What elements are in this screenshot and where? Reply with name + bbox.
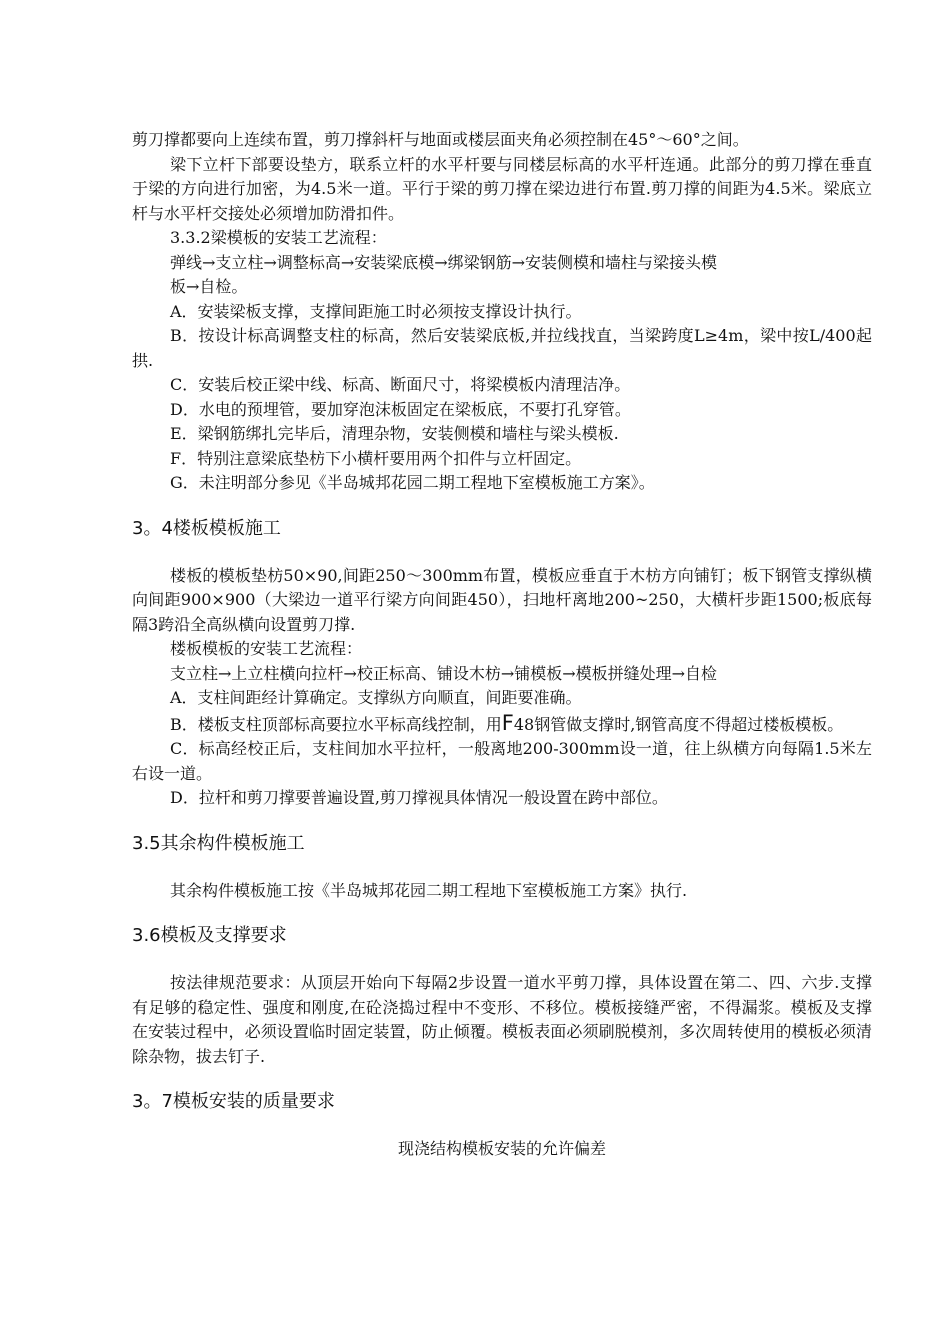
floor-slab-process-flow: 支立柱→上立柱横向拉杆→校正标高、铺设木枋→铺模板→模板拼缝处理→自检: [170, 663, 718, 683]
formwork-support-para: 按法律规范要求：从顶层开始向下每隔2步设置一道水平剪刀撑，具体设置在第二、四、六步.支撑有足够的稳定性、强度和刚度,在砼浇捣过程中不变形、不移位。模板接缝严密，不得漏浆。模板及支撑在安装过程中，必须设置临时固定装置，防止倾覆。模板表面必须刷脱模剂，多次周转使用的模板必须清除杂物，拔去钉子.: [132, 973, 872, 1066]
item-g: G．未注明部分参见《半岛城邦花园二期工程地下室模板施工方案》。: [170, 473, 655, 492]
floor-item-b-after: 48钢管做支撑时,钢管高度不得超过楼板模板。: [513, 714, 844, 734]
floor-item-b-before: B．楼板支柱顶部标高要拉水平标高线控制，用: [170, 714, 502, 734]
paragraph-scissor-brace: 剪刀撑都要向上连续布置，剪刀撑斜杆与地面或楼层面夹角必须控制在45°～60°之间。: [132, 130, 749, 149]
process-flow-line2: 板→自检。: [170, 277, 248, 296]
floor-slab-para: 楼板的模板垫枋50×90,间距250～300mm布置，模板应垂直于木枋方向铺钉；板下钢管支撑纵横向间距900×900（大梁边一道平行梁方向间距450），扫地杆离地200~250，大横杆步距1500;板底每隔3跨沿全高纵横向设置剪刀撑.: [132, 565, 872, 634]
floor-slab-process-label: 楼板模板的安装工艺流程：: [170, 639, 363, 658]
heading-3-5: 3.5其余构件模板施工: [132, 832, 305, 854]
item-c: C．安装后校正梁中线、标高、断面尺寸，将梁模板内清理洁净。: [170, 375, 631, 394]
floor-item-a: A．支柱间距经计算确定。支撑纵方向顺直，间距要准确。: [170, 688, 582, 707]
heading-3-7: 3。7模板安装的质量要求: [132, 1091, 335, 1112]
heading-3-6: 3.6模板及支撑要求: [132, 925, 287, 946]
floor-item-c: C．标高经校正后，支柱间加水平拉杆，一般离地200-300mm设一道，往上纵横方向每隔1.5米左右设一道。: [132, 739, 872, 783]
item-a: A．安装梁板支撑，支撑间距施工时必须按支撑设计执行。: [170, 301, 582, 321]
phi-symbol: F: [501, 710, 514, 735]
table-caption: 现浇结构模板安装的允许偏差: [397, 1139, 606, 1158]
process-flow-line1: 弹线→支立柱→调整标高→安装梁底模→绑梁钢筋→安装侧模和墙柱与梁接头模: [170, 252, 718, 272]
other-members-para: 其余构件模板施工按《半岛城邦花园二期工程地下室模板施工方案》执行.: [170, 880, 688, 900]
subheading-3-3-2: 3.3.2梁模板的安装工艺流程：: [170, 228, 387, 247]
floor-item-b: [132, 711, 872, 738]
item-b: B．按设计标高调整支柱的标高，然后安装梁底板,并拉线找直，当梁跨度L≥4m，梁中按L/400起拱.: [132, 326, 872, 370]
item-e: E．梁钢筋绑扎完毕后，清理杂物，安装侧模和墙柱与梁头模板.: [170, 424, 619, 443]
item-f: F．特别注意梁底垫枋下小横杆要用两个扣件与立杆固定。: [170, 448, 582, 468]
heading-3-4: 3。4楼板模板施工: [132, 517, 281, 539]
document-page: [132, 128, 872, 1162]
paragraph-beam-support: 梁下立杆下部要设垫方，联系立杆的水平杆要与同楼层标高的水平杆连通。此部分的剪刀撑在垂直于梁的方向进行加密，为4.5米一道。平行于梁的剪刀撑在梁边进行布置.剪刀撑的间距为4.5米。梁底立杆与水平杆交接处必须增加防滑扣件。: [132, 154, 872, 223]
item-d: D．水电的预埋管，要加穿泡沫板固定在梁板底，不要打孔穿管。: [170, 399, 631, 419]
floor-item-d: D．拉杆和剪刀撑要普遍设置,剪刀撑视具体情况一般设置在跨中部位。: [170, 788, 668, 807]
